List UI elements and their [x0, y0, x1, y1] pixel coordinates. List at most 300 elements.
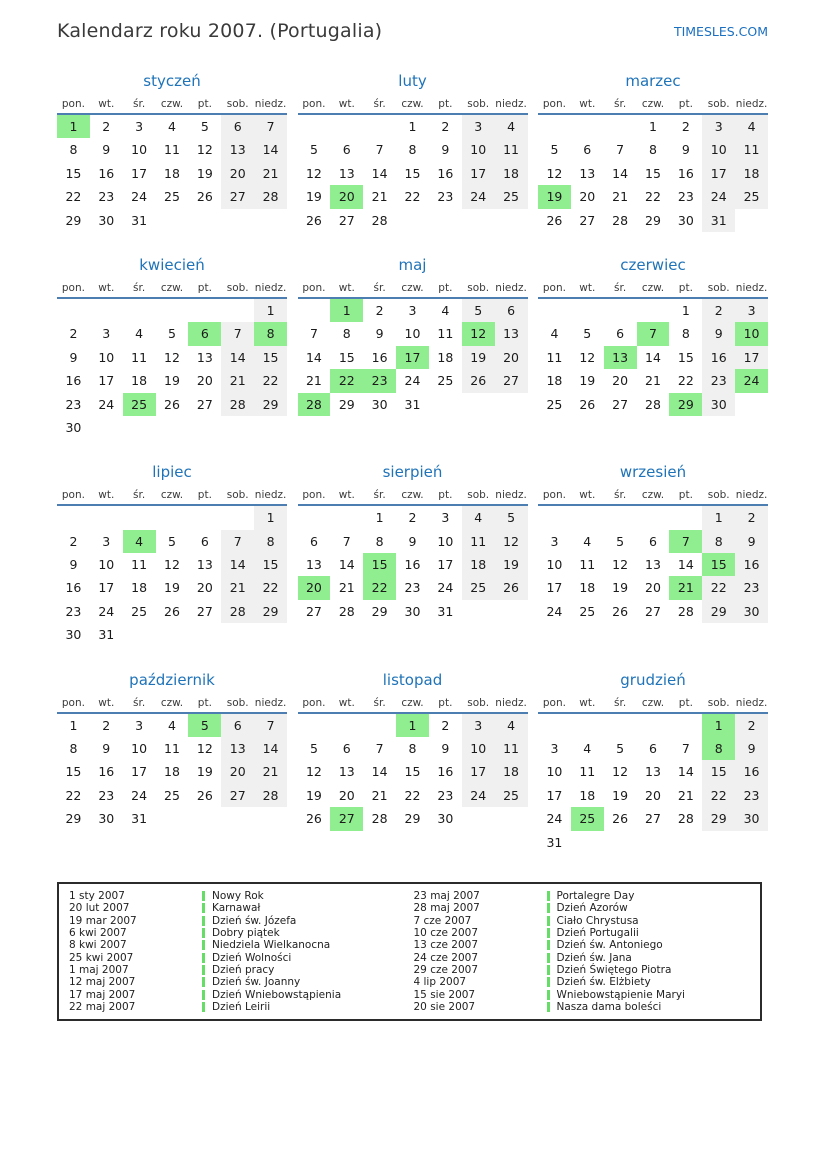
legend-row — [69, 1001, 414, 1013]
empty-cell — [637, 299, 670, 322]
holiday-bullet-icon — [202, 965, 205, 975]
holiday-name: Nasza dama boleści — [556, 1000, 662, 1013]
date-cell: 18 — [131, 580, 148, 596]
date-cell: 23 — [65, 396, 82, 412]
date-cell: 2 — [408, 510, 417, 526]
legend-row — [414, 915, 759, 927]
weekday-label: sob. — [707, 98, 730, 110]
date-cell: 10 — [437, 533, 454, 549]
date-cell: 27 — [221, 784, 254, 807]
site-link[interactable]: TIMESLES.COM — [673, 24, 768, 39]
month-title: styczeń — [143, 72, 201, 90]
empty-cell — [604, 831, 637, 854]
legend-row — [414, 976, 759, 988]
date-cell: 1 — [702, 714, 735, 737]
weekday-header-row — [538, 697, 768, 714]
date-cell: 31 — [131, 212, 148, 228]
date-cell: 23 — [363, 369, 396, 392]
date-cell: 9 — [681, 142, 690, 158]
date-cell: 20 — [330, 185, 363, 208]
date-cell: 26 — [164, 396, 180, 412]
date-cell: 26 — [196, 189, 213, 205]
legend-row — [414, 951, 759, 963]
weekday-label: sob. — [467, 281, 490, 294]
weekday-header-row — [298, 282, 528, 299]
date-cell: 25 — [462, 576, 495, 599]
empty-cell — [188, 506, 221, 529]
legend-column-left — [69, 890, 414, 1013]
empty-cell — [571, 299, 604, 322]
date-cell: 30 — [437, 811, 454, 827]
weekday-label: wt. — [338, 98, 355, 110]
date-cell: 5 — [616, 533, 625, 549]
date-cell: 3 — [135, 119, 144, 134]
date-cell: 22 — [702, 784, 735, 807]
date-cell: 30 — [98, 212, 115, 228]
holiday-name: Dzień św. Elżbiety — [556, 976, 651, 989]
holiday-date: 20 sie 2007 — [413, 1000, 476, 1013]
date-cell: 3 — [135, 717, 144, 733]
holiday-date: 20 lut 2007 — [69, 902, 130, 915]
weekday-label: niedz. — [735, 696, 768, 709]
date-cell: 28 — [371, 811, 388, 827]
date-cell: 31 — [702, 209, 735, 232]
date-cell: 13 — [338, 764, 355, 780]
month-calendar — [57, 463, 287, 646]
months-grid — [57, 72, 768, 854]
month-days-grid — [538, 506, 768, 623]
date-cell: 20 — [579, 189, 596, 205]
legend-row — [69, 902, 414, 914]
month-title: kwiecień — [139, 255, 205, 274]
holiday-name: Dzień Wolności — [212, 951, 292, 964]
date-cell: 13 — [196, 557, 213, 573]
date-cell: 3 — [462, 714, 495, 737]
date-cell: 12 — [579, 349, 596, 365]
date-cell: 25 — [735, 185, 768, 208]
holiday-name: Dzień św. Józefa — [212, 914, 297, 927]
empty-cell — [538, 115, 571, 138]
legend-column-right — [414, 890, 759, 1013]
date-cell: 8 — [69, 741, 78, 757]
weekday-label: pon. — [302, 489, 326, 502]
date-cell: 25 — [579, 603, 596, 619]
weekday-header-row — [298, 697, 528, 714]
month-days-grid — [57, 506, 287, 646]
date-cell: 11 — [546, 349, 563, 365]
empty-cell — [156, 299, 189, 322]
date-cell: 17 — [735, 346, 768, 369]
date-cell: 6 — [649, 741, 657, 757]
weekday-label: śr. — [133, 696, 146, 709]
empty-cell — [571, 115, 604, 138]
date-cell: 17 — [98, 373, 115, 389]
date-cell: 19 — [196, 764, 213, 780]
date-cell: 14 — [677, 557, 694, 573]
weekday-label: pt. — [197, 98, 212, 110]
legend-row — [69, 939, 414, 951]
weekday-label: wt. — [338, 696, 355, 709]
weekday-header-row — [57, 489, 287, 506]
legend-row — [414, 890, 759, 902]
date-cell: 21 — [371, 189, 388, 205]
weekday-label: wt. — [98, 281, 115, 294]
date-cell: 7 — [254, 714, 287, 737]
month-calendar — [538, 463, 768, 623]
date-cell: 4 — [583, 741, 592, 757]
weekday-label: wt. — [579, 98, 596, 110]
date-cell: 29 — [254, 393, 287, 416]
date-cell: 17 — [396, 346, 429, 369]
date-cell: 14 — [645, 349, 661, 365]
month-days-grid — [298, 299, 528, 416]
date-cell: 10 — [702, 138, 735, 161]
weekday-label: niedz. — [495, 489, 527, 502]
empty-cell — [188, 623, 221, 646]
date-cell: 28 — [645, 396, 661, 412]
date-cell: 1 — [681, 302, 690, 318]
date-cell: 6 — [221, 714, 254, 737]
date-cell: 14 — [338, 557, 355, 573]
date-cell: 16 — [98, 764, 115, 780]
date-cell: 17 — [546, 580, 563, 596]
date-cell: 16 — [98, 165, 115, 181]
empty-cell — [156, 416, 189, 439]
date-cell: 31 — [98, 627, 115, 643]
holiday-date: 1 maj 2007 — [69, 963, 129, 976]
month-title: listopad — [382, 670, 443, 689]
date-cell: 3 — [462, 115, 495, 138]
weekday-header-row — [538, 98, 768, 115]
weekday-label: sob. — [707, 696, 730, 709]
date-cell: 5 — [200, 119, 209, 134]
empty-cell — [221, 299, 254, 322]
empty-cell — [298, 115, 331, 138]
weekday-label: pon. — [542, 489, 566, 502]
date-cell: 4 — [168, 119, 176, 134]
date-cell: 22 — [330, 369, 363, 392]
empty-cell — [571, 831, 604, 854]
weekday-label: czw. — [401, 281, 424, 294]
legend-row — [69, 988, 414, 1000]
holiday-name: Dzień Portugalii — [556, 927, 639, 940]
weekday-label: niedz. — [254, 489, 287, 502]
month-title: grudzień — [620, 670, 686, 689]
date-cell: 27 — [612, 396, 629, 412]
weekday-label: czw. — [641, 281, 665, 294]
date-cell: 19 — [164, 580, 180, 596]
empty-cell — [429, 209, 462, 232]
month-days-grid — [538, 714, 768, 854]
empty-cell — [254, 623, 287, 646]
date-cell: 24 — [462, 784, 495, 807]
weekday-label: czw. — [160, 281, 184, 294]
date-cell: 19 — [164, 373, 180, 389]
date-cell: 8 — [69, 142, 78, 158]
date-cell: 26 — [164, 603, 180, 619]
date-cell: 15 — [254, 346, 287, 369]
date-cell: 4 — [168, 717, 176, 733]
weekday-header-row — [298, 98, 528, 115]
date-cell: 25 — [546, 396, 563, 412]
month-calendar — [538, 72, 768, 232]
date-cell: 2 — [69, 533, 78, 549]
date-cell: 2 — [735, 714, 768, 737]
date-cell: 5 — [462, 299, 495, 322]
weekday-label: sob. — [226, 696, 249, 709]
date-cell: 27 — [330, 807, 363, 830]
empty-cell — [298, 299, 331, 322]
date-cell: 11 — [735, 138, 768, 161]
date-cell: 7 — [669, 530, 702, 553]
date-cell: 8 — [254, 322, 287, 345]
date-cell: 2 — [441, 717, 450, 733]
weekday-label: pon. — [542, 281, 566, 294]
weekday-label: czw. — [160, 696, 184, 709]
empty-cell — [330, 115, 363, 138]
date-cell: 29 — [702, 600, 735, 623]
empty-cell — [221, 506, 254, 529]
date-cell: 9 — [441, 142, 450, 158]
date-cell: 1 — [375, 510, 384, 526]
weekday-label: sob. — [226, 489, 249, 502]
date-cell: 1 — [649, 119, 657, 134]
weekday-label: pon. — [61, 98, 85, 110]
date-cell: 22 — [363, 576, 396, 599]
date-cell: 22 — [65, 189, 82, 205]
date-cell: 18 — [495, 162, 528, 185]
date-cell: 21 — [338, 580, 355, 596]
legend-row — [69, 927, 414, 939]
holiday-name: Dzień Wniebowstąpienia — [212, 988, 342, 1001]
weekday-header-row — [57, 98, 287, 115]
date-cell: 29 — [669, 393, 702, 416]
weekday-label: śr. — [373, 281, 386, 294]
weekday-label: śr. — [614, 98, 627, 110]
date-cell: 3 — [441, 510, 450, 526]
date-cell: 30 — [677, 212, 694, 228]
date-cell: 28 — [254, 185, 287, 208]
date-cell: 18 — [579, 787, 596, 803]
date-cell: 12 — [462, 322, 495, 345]
month-calendar — [538, 671, 768, 854]
month-days-grid — [57, 714, 287, 831]
date-cell: 1 — [330, 299, 363, 322]
date-cell: 26 — [612, 603, 629, 619]
date-cell: 18 — [164, 165, 180, 181]
empty-cell — [637, 506, 670, 529]
date-cell: 26 — [612, 811, 629, 827]
empty-cell — [637, 714, 670, 737]
date-cell: 16 — [437, 764, 454, 780]
date-cell: 21 — [371, 787, 388, 803]
date-cell: 17 — [131, 165, 148, 181]
date-cell: 21 — [221, 369, 254, 392]
date-cell: 7 — [221, 530, 254, 553]
date-cell: 26 — [305, 212, 322, 228]
date-cell: 2 — [69, 326, 78, 342]
holiday-bullet-icon — [547, 953, 550, 963]
holiday-name: Ciało Chrystusa — [556, 914, 639, 927]
weekday-label: sob. — [707, 281, 730, 294]
date-cell: 22 — [677, 373, 694, 389]
month-title: luty — [398, 72, 427, 90]
date-cell: 1 — [396, 714, 429, 737]
date-cell: 10 — [546, 557, 563, 573]
date-cell: 14 — [677, 764, 694, 780]
month-calendar — [57, 72, 287, 232]
weekday-label: pt. — [438, 281, 453, 294]
date-cell: 21 — [669, 576, 702, 599]
weekday-header-row — [538, 282, 768, 299]
date-cell: 26 — [305, 811, 322, 827]
date-cell: 30 — [98, 811, 115, 827]
date-cell: 13 — [338, 165, 355, 181]
date-cell: 12 — [612, 557, 629, 573]
date-cell: 2 — [681, 119, 690, 134]
date-cell: 16 — [65, 373, 82, 389]
weekday-label: wt. — [98, 489, 115, 502]
date-cell: 24 — [131, 189, 148, 205]
date-cell: 9 — [702, 322, 735, 345]
weekday-label: śr. — [614, 696, 627, 709]
holiday-name: Dzień św. Joanny — [212, 976, 301, 989]
date-cell: 14 — [254, 737, 287, 760]
date-cell: 18 — [437, 349, 454, 365]
holiday-bullet-icon — [202, 916, 205, 926]
holiday-date: 12 maj 2007 — [69, 976, 136, 989]
empty-cell — [429, 393, 462, 416]
date-cell: 2 — [102, 717, 111, 733]
date-cell: 26 — [495, 576, 528, 599]
weekday-label: niedz. — [254, 696, 287, 709]
page-header — [57, 20, 768, 42]
empty-cell — [571, 714, 604, 737]
date-cell: 2 — [735, 506, 768, 529]
empty-cell — [363, 714, 396, 737]
holiday-bullet-icon — [547, 977, 550, 987]
holiday-bullet-icon — [202, 928, 205, 938]
date-cell: 11 — [579, 557, 596, 573]
date-cell: 25 — [571, 807, 604, 830]
date-cell: 3 — [408, 302, 417, 318]
date-cell: 4 — [550, 326, 559, 342]
weekday-label: pt. — [678, 98, 693, 110]
date-cell: 6 — [342, 741, 351, 757]
date-cell: 22 — [702, 576, 735, 599]
weekday-label: pt. — [438, 489, 453, 502]
month-calendar — [57, 671, 287, 831]
empty-cell — [669, 506, 702, 529]
empty-cell — [735, 393, 768, 416]
holiday-date: 1 sty 2007 — [69, 890, 125, 903]
date-cell: 23 — [437, 189, 454, 205]
weekday-label: niedz. — [735, 281, 768, 294]
weekday-label: niedz. — [495, 281, 527, 294]
date-cell: 18 — [546, 373, 563, 389]
month-days-grid — [538, 299, 768, 416]
holiday-name: Dzień pracy — [212, 963, 275, 976]
date-cell: 15 — [65, 165, 82, 181]
date-cell: 9 — [69, 349, 78, 365]
empty-cell — [462, 600, 495, 623]
date-cell: 27 — [579, 212, 596, 228]
date-cell: 6 — [309, 533, 318, 549]
weekday-label: śr. — [614, 489, 627, 502]
date-cell: 24 — [437, 580, 454, 596]
date-cell: 7 — [375, 142, 384, 158]
date-cell: 15 — [677, 349, 694, 365]
weekday-label: śr. — [373, 98, 386, 110]
date-cell: 11 — [462, 530, 495, 553]
weekday-label: wt. — [338, 489, 355, 502]
date-cell: 20 — [196, 373, 213, 389]
date-cell: 14 — [221, 553, 254, 576]
date-cell: 19 — [305, 189, 322, 205]
date-cell: 15 — [65, 764, 82, 780]
date-cell: 23 — [404, 580, 421, 596]
date-cell: 6 — [649, 533, 657, 549]
holiday-name: Dobry piątek — [212, 927, 280, 940]
empty-cell — [156, 623, 189, 646]
holiday-bullet-icon — [547, 916, 550, 926]
date-cell: 23 — [98, 189, 115, 205]
month-title: wrzesień — [619, 463, 687, 482]
date-cell: 5 — [616, 741, 625, 757]
month-title: październik — [129, 670, 215, 689]
empty-cell — [538, 299, 571, 322]
date-cell: 9 — [408, 533, 417, 549]
weekday-label: sob. — [707, 489, 730, 502]
date-cell: 15 — [702, 760, 735, 783]
month-calendar — [298, 256, 528, 416]
empty-cell — [495, 807, 528, 830]
empty-cell — [462, 807, 495, 830]
month-title: sierpień — [382, 463, 443, 482]
date-cell: 30 — [735, 807, 768, 830]
date-cell: 19 — [612, 580, 629, 596]
empty-cell — [462, 209, 495, 232]
date-cell: 17 — [437, 557, 454, 573]
date-cell: 25 — [123, 393, 156, 416]
weekday-label: pon. — [542, 98, 566, 110]
weekday-label: niedz. — [254, 281, 287, 294]
month-title: marzec — [625, 72, 681, 90]
date-cell: 28 — [677, 603, 694, 619]
date-cell: 7 — [375, 741, 384, 757]
weekday-label: pt. — [678, 281, 693, 294]
empty-cell — [571, 506, 604, 529]
holiday-date: 28 maj 2007 — [413, 902, 480, 915]
empty-cell — [90, 506, 123, 529]
date-cell: 5 — [550, 142, 559, 158]
date-cell: 31 — [546, 834, 563, 850]
date-cell: 30 — [65, 419, 82, 435]
date-cell: 21 — [677, 787, 694, 803]
weekday-label: pt. — [678, 489, 693, 502]
date-cell: 14 — [371, 165, 388, 181]
date-cell: 4 — [583, 533, 592, 549]
date-cell: 27 — [338, 212, 355, 228]
date-cell: 23 — [437, 787, 454, 803]
date-cell: 5 — [309, 741, 318, 757]
date-cell: 2 — [441, 119, 450, 134]
weekday-label: czw. — [641, 98, 665, 110]
date-cell: 16 — [371, 349, 388, 365]
legend-row — [414, 927, 759, 939]
empty-cell — [188, 416, 221, 439]
date-cell: 22 — [645, 189, 661, 205]
